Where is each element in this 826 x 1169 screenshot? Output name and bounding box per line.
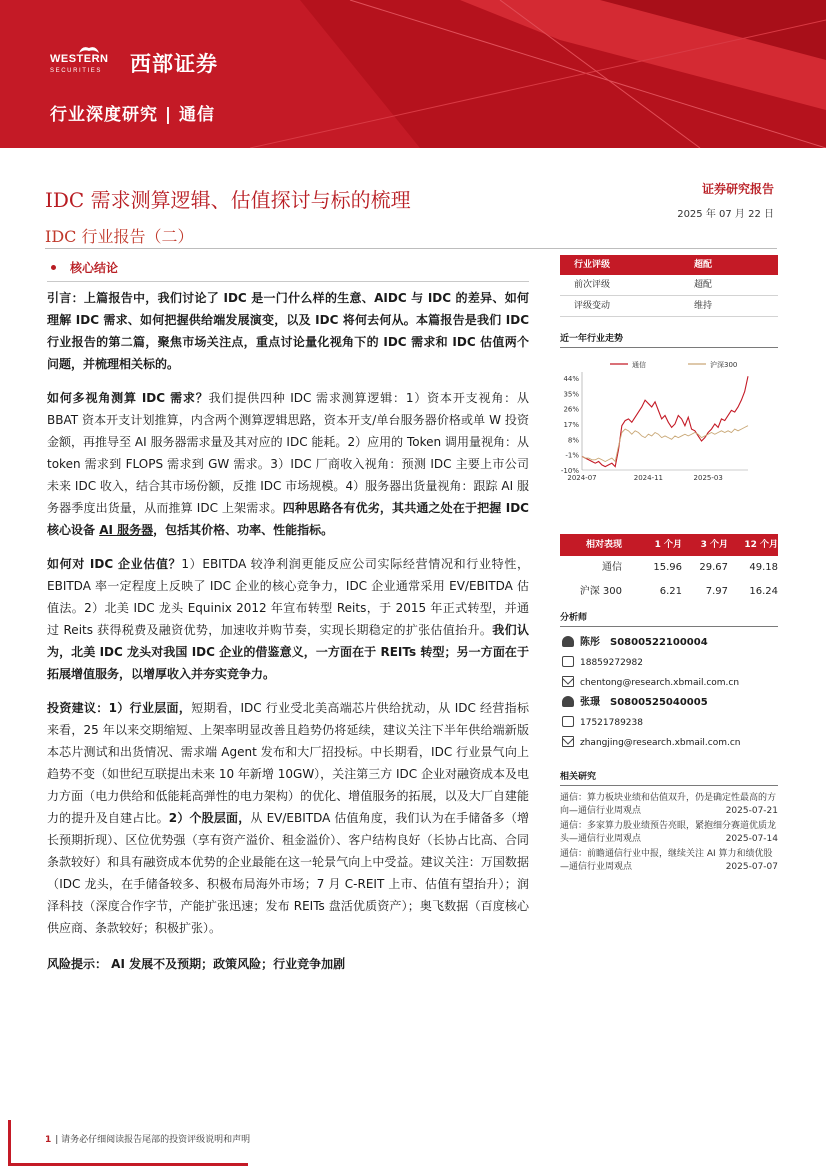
chart-title: 近一年行业走势: [560, 331, 778, 348]
performance-header-cell: 相对表现: [585, 540, 622, 550]
performance-cell: 6.21: [659, 586, 682, 597]
performance-cell: 16.24: [749, 586, 778, 597]
phone-icon: [562, 716, 574, 727]
related-item-text: 通信：前瞻通信行业中报，继续关注 AI 算力和绩优股 —通信行业周观点: [560, 849, 773, 872]
x-tick-label: 2024-07: [567, 474, 597, 482]
rating-row-value: 维持: [694, 301, 713, 311]
analysts-title: 分析师: [560, 610, 778, 627]
report-date: 2025 年 07 月 22 日: [677, 209, 774, 220]
section-heading: [47, 257, 529, 282]
footer: [45, 1132, 250, 1145]
legend-label: 沪深300: [710, 361, 738, 369]
rating-row-value: 超配: [694, 280, 713, 290]
performance-cell: 29.67: [699, 562, 728, 573]
sidebar: [560, 255, 778, 874]
rating-row: [560, 296, 778, 317]
related-item-text: 通信：多家算力股业绩预告亮眼，紧抱细分赛道优质龙头—通信行业周观点: [560, 821, 777, 844]
performance-header-cell: 12 个月: [744, 540, 778, 550]
demand-summary: 四种思路各有优劣，其共通之处在于把握 IDC 核心设备: [47, 501, 529, 537]
demand-question: 如何多视角测算 IDC 需求？: [47, 391, 209, 405]
page-number: 1: [45, 1135, 52, 1145]
analyst-cert: S0800522100004: [610, 637, 708, 648]
demand-summary-underlined: AI 服务器: [99, 523, 154, 537]
rating-header-value: 超配: [694, 260, 713, 270]
core-conclusion: [47, 257, 529, 975]
intro-paragraph: 引言：上篇报告中，我们讨论了 IDC 是一门什么样的生意、AIDC 与 IDC 的差异、如何理解 IDC 需求、如何把握供给端发展演变，以及 IDC 将何去何从。本篇报告是我们 IDC 行业报告的第二篇，聚焦市场关注点，重点讨论量化视角下的 IDC 需求和 IDC 估值两个问题，并梳理相关标的。: [47, 291, 529, 371]
y-tick-label: 35%: [563, 390, 579, 399]
y-tick-label: 26%: [563, 405, 579, 414]
related-item-date: 2025-07-14: [725, 834, 778, 844]
trend-chart: [560, 352, 778, 492]
rating-header-label: 行业评级: [574, 260, 611, 270]
valuation-body: 1）EBITDA 较净利润更能反应公司实际经营情况和行业特性，EBITDA 率一定程度上反映了 IDC 企业的核心竞争力，IDC 企业通常采用 EV/EBITDA 估值法。2）北美 IDC 龙头 Equinix 2012 年宣布转型 Reits，于 2015 年正式转型，并通过 Reits 获得税费及融资优势，加速收并购节奏，实现长期稳定的扩张估值抬升。: [47, 557, 530, 637]
related-item[interactable]: [560, 792, 778, 818]
related-research: [560, 769, 778, 874]
performance-cell: 49.18: [749, 562, 778, 573]
person-icon: [562, 636, 574, 647]
related-item[interactable]: [560, 848, 778, 874]
analysts-section: [560, 610, 778, 753]
legend-label: 通信: [632, 361, 646, 369]
rating-row-label: 评级变动: [574, 301, 611, 311]
performance-header-cell: 3 个月: [700, 540, 728, 550]
performance-cell: 15.96: [653, 562, 682, 573]
analyst-phone: 17521789238: [580, 718, 643, 728]
related-item-date: 2025-07-07: [725, 862, 778, 872]
performance-table: [560, 534, 778, 604]
valuation-question: 如何对 IDC 企业估值？: [47, 557, 182, 571]
investment-body: 短期看，IDC 行业受北美高端芯片供给扰动，从 IDC 经营指标来看，25 年以来交期缩短、上架率明显改善且趋势仍将延续，建议关注下半年供给端新版本芯片测试和出货情况、需求端 Agent 发布和大厂招投标。中长期看，IDC 行业景气向上趋势不变（如世纪互联提出未来 10 年新增 10GW），关注第三方 IDC 企业对融资成本及电力方面（电力供给和低能耗高弹性的电力架构）的优化、增值服务的拓展，以及大厂自建能力的提升及自建占比。: [47, 701, 529, 825]
investment-stock-body: 从 EV/EBITDA 估值角度，我们认为在手储备多（增长预期折现）、区位优势强（享有资产溢价、租金溢价）、客户结构良好（长协占比高、合同条款较好）和具有融资成本优势的企业最能在这一轮景气向上中受益。建议关注：万国数据（IDC 龙头，在手储备较多、积极布局海外市场；7 月 C-REIT 上市、估值有望抬升）；润泽科技（深度合作字节，产能扩张迅速；发布 REITs 盘活优质资产）；奥飞数据（百度核心供应商、条款较好；积极扩张）。: [47, 811, 529, 935]
analyst-email[interactable]: chentong@research.xbmail.com.cn: [580, 678, 740, 688]
phone-icon: [562, 656, 574, 667]
performance-cell: 沪深 300: [579, 586, 622, 597]
report-type: 证券研究报告: [701, 182, 774, 196]
analyst-card: [560, 693, 778, 753]
footer-disclaimer: 请务必仔细阅读报告尾部的投资评级说明和声明: [61, 1135, 251, 1145]
analyst-name: 陈彤: [580, 637, 600, 648]
mail-icon: [562, 676, 574, 687]
demand-summary-end: ，包括其价格、功率、性能指标。: [153, 523, 334, 537]
footer-separator: |: [55, 1135, 62, 1145]
logo-wordmark-en: WESTERN: [50, 53, 109, 65]
performance-row: [560, 556, 778, 580]
performance-header: [560, 534, 778, 556]
section-heading-label: 核心结论: [70, 261, 119, 275]
rating-row: [560, 275, 778, 296]
footer-accent-vertical: [8, 1120, 11, 1166]
logo-wordmark-cn: 西部证券: [130, 52, 218, 76]
demand-paragraph: [47, 387, 529, 541]
report-header: [0, 0, 826, 148]
performance-cell: 通信: [602, 562, 622, 573]
related-item[interactable]: [560, 820, 778, 846]
y-tick-label: 8%: [567, 436, 579, 445]
performance-header-cell: 1 个月: [654, 540, 682, 550]
trend-chart-svg: [560, 352, 778, 492]
series-line-csi300: [582, 426, 748, 462]
valuation-summary: 我们认为，北美 IDC 龙头对我国 IDC 企业的借鉴意义，一方面在于 REITs 转型；另一方面在于拓展增值服务，以增厚收入并夯实竞争力。: [47, 623, 529, 681]
valuation-paragraph: [47, 553, 529, 685]
bullet-icon: [51, 265, 56, 270]
performance-row: [560, 580, 778, 604]
investment-paragraph: [47, 697, 529, 939]
title-divider: [45, 248, 777, 249]
analyst-phone: 18859272982: [580, 658, 643, 668]
y-tick-label: -10%: [560, 467, 579, 475]
analyst-name: 张璟: [580, 697, 600, 708]
demand-body: 我们提供四种 IDC 需求测算逻辑：1）资本开支视角：从 BBAT 资本开支计划推算，内含两个测算逻辑思路，资本开支/单台服务器价格或单 W 投资金额，再推导至 AI 服务器需求量及其对应的 IDC 能耗。2）应用的 Token 调用量视角：从 token 需求到 FLOPS 需求到 GW 需求。3）IDC 厂商收入视角：预测 IDC 主要上市公司未来 IDC 收入，结合其市场份额，反推 IDC 市场规模。4）服务器出货量视角：跟踪 AI 服务器季度出货量，从而推算 IDC 上架需求。: [47, 391, 529, 515]
related-item-date: 2025-07-21: [725, 806, 778, 816]
y-tick-label: 44%: [563, 375, 579, 383]
risk-warning: 风险提示： AI 发展不及预期；政策风险；行业竞争加剧: [47, 957, 346, 971]
report-title: IDC 需求测算逻辑、估值探讨与标的梳理: [45, 188, 411, 212]
investment-lead: 投资建议：1）行业层面，: [47, 701, 192, 715]
performance-cell: 7.97: [705, 586, 728, 597]
related-title: 相关研究: [560, 769, 778, 786]
related-item-text: 通信：算力板块业绩和估值双升，仍是确定性最高的方向—通信行业周观点: [560, 793, 777, 816]
report-subtitle: IDC 行业报告（二）: [45, 227, 194, 246]
logo-wordmark-sub: SECURITIES: [50, 68, 103, 74]
mail-icon: [562, 736, 574, 747]
report-category: 行业深度研究 | 通信: [50, 105, 216, 125]
series-line-telecom: [582, 376, 748, 466]
investment-stock-lead: 2）个股层面，: [168, 811, 251, 825]
person-icon: [562, 696, 574, 707]
logo: [50, 44, 250, 80]
footer-accent-horizontal: [8, 1163, 248, 1166]
rating-header: [560, 255, 778, 275]
analyst-email[interactable]: zhangjing@research.xbmail.com.cn: [580, 738, 741, 748]
y-tick-label: -1%: [565, 451, 579, 460]
x-tick-label: 2025-03: [693, 474, 723, 482]
y-tick-label: 17%: [563, 421, 579, 429]
analyst-card: [560, 633, 778, 693]
rating-table: [560, 255, 778, 317]
analyst-cert: S0800525040005: [610, 697, 708, 708]
rating-row-label: 前次评级: [574, 280, 611, 290]
x-tick-label: 2024-11: [633, 474, 664, 482]
